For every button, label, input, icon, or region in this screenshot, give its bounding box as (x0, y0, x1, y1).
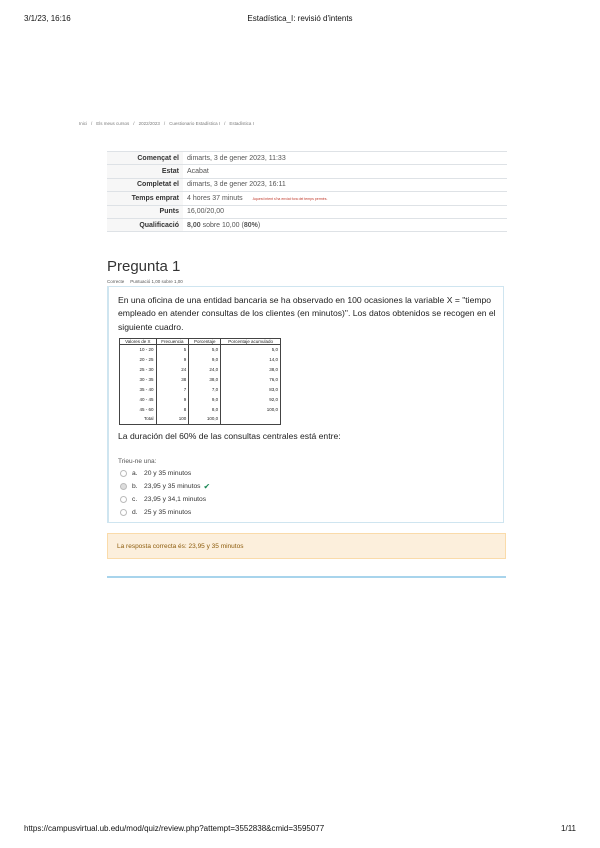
table-row (120, 345, 281, 355)
table-cell: 38 (156, 375, 189, 385)
question-mark: Puntuació 1,00 sobre 1,00 (130, 279, 183, 284)
print-date: 3/1/23, 16:16 (24, 14, 71, 23)
overdue-warning: Aquest intent s'ha enviat fora del temps permès. (252, 196, 328, 201)
table-cell: 7,0 (189, 384, 221, 394)
question-content-box (107, 286, 504, 523)
table-row (120, 384, 281, 394)
summary-label: Qualificació (107, 218, 183, 231)
summary-label: Temps emprat (107, 192, 183, 205)
summary-value: 16,00/20,00 (183, 205, 507, 218)
table-cell: 9 (156, 394, 189, 404)
table-cell: 9,0 (189, 355, 221, 365)
column-header: Porcentaje (189, 339, 221, 345)
time-taken-value: 4 hores 37 minuts (187, 194, 243, 202)
table-cell: 100,0 (221, 404, 281, 414)
breadcrumb-year[interactable]: 2022/2023 (138, 121, 160, 126)
question-info (107, 279, 189, 284)
grade-value: 8,00 (187, 221, 201, 229)
summary-label: Punts (107, 205, 183, 218)
summary-row-marks (107, 205, 507, 218)
table-row (120, 414, 281, 425)
column-header: Frecuencia (156, 339, 189, 345)
table-row (120, 394, 281, 404)
option-letter: c. (132, 495, 138, 503)
question-text: En una oficina de una entidad bancaria se ha observado en 100 ocasiones la variable X = "tiempo empleado en atender consultas de los clientes (en minutos)". Los datos obtenidos se recogen en el siguiente cuadro. (118, 295, 496, 332)
breadcrumb: Inici / Els meus cursos / 2022/2023 / Cuestionario Estadística I / Estadística I (79, 121, 254, 126)
grade-percent: 80% (243, 221, 258, 229)
summary-label: Completat el (107, 178, 183, 191)
question-status: Correcte (107, 279, 125, 284)
option-text: 23,95 y 35 minutos (144, 482, 201, 490)
table-cell: 25 - 30 (120, 365, 157, 375)
table-cell: 100,0 (189, 414, 221, 425)
summary-label: Començat el (107, 152, 183, 165)
page-url: https://campusvirtual.ub.edu/mod/quiz/review.php?attempt=3552838&cmid=3595077 (24, 824, 325, 833)
table-cell: Total (120, 414, 157, 425)
table-cell: 38,0 (221, 365, 281, 375)
grade-close: ) (257, 221, 261, 229)
summary-row-time-taken (107, 192, 507, 205)
table-cell: 38,0 (189, 375, 221, 385)
table-cell: 92,0 (221, 394, 281, 404)
attempt-summary-table (107, 151, 507, 232)
radio-button[interactable] (120, 496, 127, 503)
frequency-table-header (120, 339, 281, 345)
table-cell: 8 (156, 404, 189, 414)
table-cell: 24,0 (189, 365, 221, 375)
table-cell: 30 - 35 (120, 375, 157, 385)
answer-option-a[interactable] (120, 468, 191, 478)
breadcrumb-course[interactable]: Cuestionario Estadística I (169, 121, 221, 126)
table-cell: 7 (156, 384, 189, 394)
option-text: 20 y 35 minutos (144, 469, 192, 477)
table-cell: 9 (156, 355, 189, 365)
table-row (120, 404, 281, 414)
table-cell: 5 (156, 345, 189, 355)
table-cell: 5,0 (189, 345, 221, 355)
summary-value (183, 218, 507, 231)
answer-prompt: Trieu-ne una: (118, 458, 157, 465)
frequency-table (119, 338, 281, 425)
answer-option-c[interactable] (120, 494, 206, 504)
radio-button[interactable] (120, 509, 127, 516)
option-text: 25 y 35 minutos (144, 508, 192, 516)
check-icon: ✔ (203, 481, 211, 491)
table-cell: 20 - 25 (120, 355, 157, 365)
table-cell: 100 (156, 414, 189, 425)
summary-row-completed (107, 178, 507, 191)
table-cell: 45 - 60 (120, 404, 157, 414)
table-cell: 76,0 (221, 375, 281, 385)
summary-row-started (107, 152, 507, 165)
page-number: 1/11 (561, 824, 576, 833)
table-cell: 10 - 20 (120, 345, 157, 355)
table-cell: 40 - 45 (120, 394, 157, 404)
answer-option-d[interactable] (120, 507, 191, 517)
document-title: Estadística_I: revisió d'intents (247, 14, 353, 23)
radio-button-selected[interactable] (120, 483, 127, 490)
summary-value (183, 192, 507, 205)
table-cell: 9,0 (189, 394, 221, 404)
summary-label: Estat (107, 165, 183, 178)
table-cell: 8,0 (189, 404, 221, 414)
breadcrumb-my-courses[interactable]: Els meus cursos (96, 121, 130, 126)
option-letter: a. (132, 469, 138, 477)
breadcrumb-home[interactable]: Inici (79, 121, 88, 126)
summary-value: dimarts, 3 de gener 2023, 16:11 (183, 178, 507, 191)
divider (107, 576, 506, 578)
table-cell: 5,0 (221, 345, 281, 355)
option-text: 23,95 y 34,1 minutos (144, 495, 207, 503)
option-letter: d. (132, 508, 138, 516)
table-cell (221, 414, 281, 425)
correct-answer-feedback: La resposta correcta és: 23,95 y 35 minutos (107, 533, 506, 559)
column-header: Porcentaje acumulado (221, 339, 281, 345)
option-letter: b. (132, 482, 138, 490)
question-prompt: La duración del 60% de las consultas centrales está entre: (118, 431, 341, 441)
table-cell: 83,0 (221, 384, 281, 394)
table-row (120, 355, 281, 365)
summary-row-state (107, 165, 507, 178)
table-cell: 35 - 40 (120, 384, 157, 394)
radio-button[interactable] (120, 470, 127, 477)
question-title: Pregunta 1 (107, 258, 181, 275)
summary-value: Acabat (183, 165, 507, 178)
column-header: Valores de X (120, 339, 157, 345)
summary-value: dimarts, 3 de gener 2023, 11:33 (183, 152, 507, 165)
answer-option-b[interactable] (120, 481, 210, 491)
summary-row-grade (107, 218, 507, 231)
table-row (120, 365, 281, 375)
table-row (120, 375, 281, 385)
table-cell: 14,0 (221, 355, 281, 365)
breadcrumb-quiz[interactable]: Estadística I (229, 121, 254, 126)
grade-out-of: sobre 10,00 ( (200, 221, 244, 229)
table-cell: 24 (156, 365, 189, 375)
